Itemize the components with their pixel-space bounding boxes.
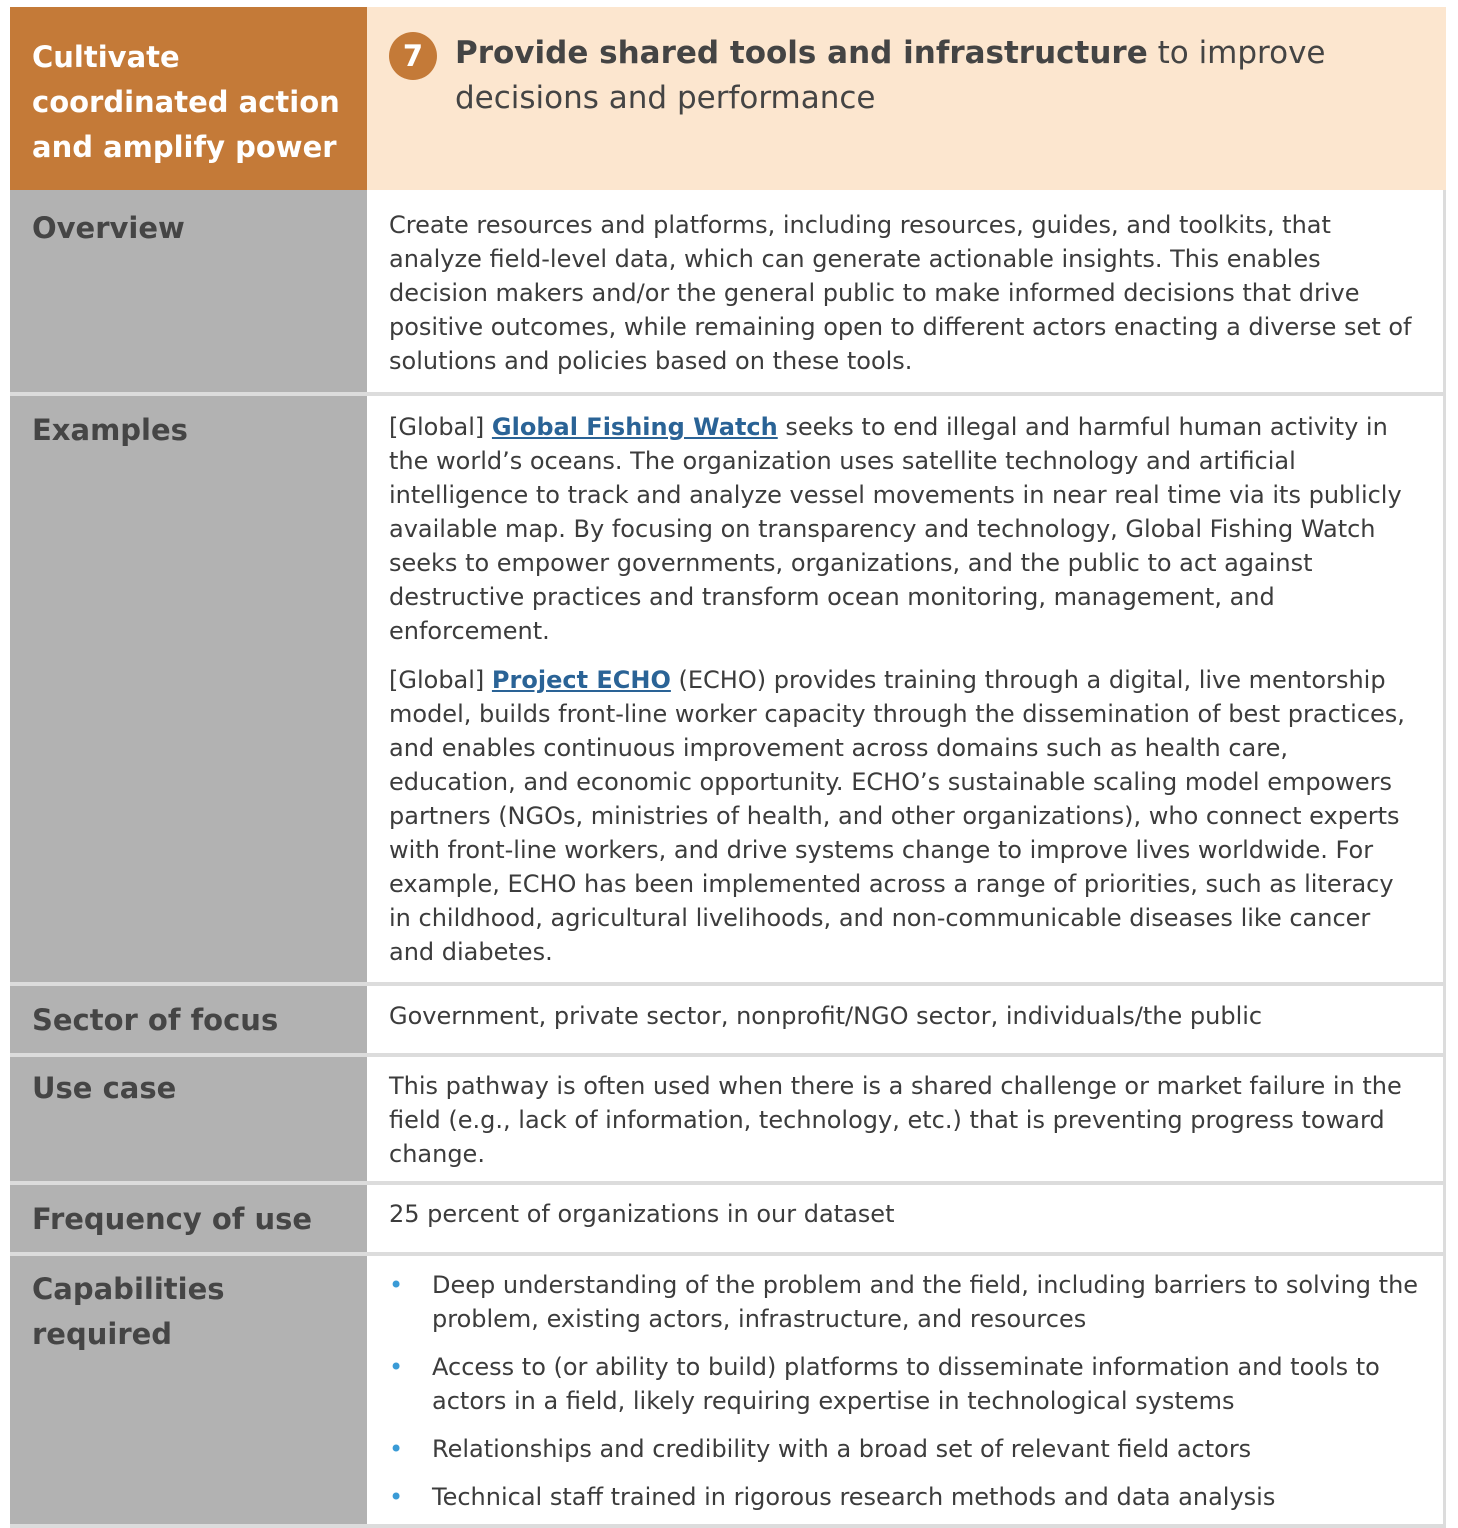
- capabilities-row: [10, 1256, 1446, 1528]
- pathway-title-rest: to improve decisions and performance: [455, 35, 1326, 116]
- example-region: [Global]: [389, 666, 492, 694]
- overview-text: Create resources and platforms, including resources, guides, and toolkits, that analyze field-level data, which can generate actionable insights. This enables decision makers and/or the general public to make informed decisions that drive positive outcomes, while remaining open to different actors enacting a diverse set of solutions and policies based on these tools.: [367, 190, 1446, 392]
- overview-label: Overview: [10, 190, 367, 392]
- example-item: [389, 410, 1419, 648]
- list-item: [389, 1480, 1419, 1514]
- use-case-row: [10, 1057, 1446, 1185]
- example-description: (ECHO) provides training through a digital, live mentorship model, builds front-line worker capacity through the dissemination of best practices, and enables continuous improvement across domains such as health care, education, and economic opportunity. ECHO’s sustainable scaling model empowers partners (NGOs, ministries of health, and other organizations), who connect experts with front-line workers, and drive systems change to improve lives worldwide. For example, ECHO has been implemented across a range of priorities, such as literacy in childhood, agricultural livelihoods, and non-communicable diseases like cancer and diabetes.: [389, 666, 1405, 966]
- bullet-icon: •: [389, 1353, 404, 1381]
- bullet-icon: •: [389, 1435, 404, 1463]
- frequency-label: Frequency of use: [10, 1185, 367, 1252]
- list-item: [389, 1268, 1419, 1336]
- capability-text: Deep understanding of the problem and the field, including barriers to solving the problem, existing actors, infrastructure, and resources: [432, 1271, 1419, 1333]
- frequency-text: 25 percent of organizations in our dataset: [367, 1185, 1446, 1252]
- sector-row: [10, 986, 1446, 1057]
- example-item: [389, 663, 1419, 969]
- sector-label: Sector of focus: [10, 986, 367, 1053]
- list-item: [389, 1350, 1419, 1418]
- pathway-header: [367, 7, 1446, 190]
- project-echo-link[interactable]: Project ECHO: [491, 666, 671, 694]
- bullet-icon: •: [389, 1483, 404, 1511]
- capability-text: Technical staff trained in rigorous research methods and data analysis: [432, 1483, 1276, 1511]
- bullet-icon: •: [389, 1271, 404, 1299]
- category-label: Cultivate coordinated action and amplify power: [10, 7, 367, 190]
- sector-text: Government, private sector, nonprofit/NGO sector, individuals/the public: [367, 986, 1446, 1053]
- capabilities-content: [367, 1256, 1446, 1524]
- list-item: [389, 1432, 1419, 1466]
- example-description: seeks to end illegal and harmful human activity in the world’s oceans. The organization uses satellite technology and artificial intelligence to track and analyze vessel movements in near real time via its publicly available map. By focusing on transparency and technology, Global Fishing Watch seeks to empower governments, organizations, and the public to act against destructive practices and transform ocean monitoring, management, and enforcement.: [389, 413, 1402, 645]
- pathway-title: [455, 31, 1426, 121]
- examples-row: [10, 396, 1446, 986]
- capability-text: Access to (or ability to build) platforms to disseminate information and tools to actors in a field, likely requiring expertise in technological systems: [432, 1353, 1380, 1415]
- table-header-row: [10, 7, 1446, 190]
- capabilities-label: Capabilities required: [10, 1256, 367, 1524]
- pathway-number-badge: 7: [389, 32, 437, 80]
- use-case-text: This pathway is often used when there is a shared challenge or market failure in the field (e.g., lack of information, technology, etc.) that is preventing progress toward change.: [367, 1057, 1446, 1181]
- frequency-row: [10, 1185, 1446, 1256]
- example-region: [Global]: [389, 413, 492, 441]
- capability-text: Relationships and credibility with a broad set of relevant field actors: [432, 1435, 1252, 1463]
- overview-row: [10, 190, 1446, 396]
- pathway-table: [10, 7, 1446, 1528]
- global-fishing-watch-link[interactable]: Global Fishing Watch: [491, 413, 778, 441]
- examples-label: Examples: [10, 396, 367, 982]
- use-case-label: Use case: [10, 1057, 367, 1181]
- capabilities-list: [389, 1268, 1419, 1514]
- pathway-title-bold: Provide shared tools and infrastructure: [455, 35, 1148, 71]
- examples-content: [367, 396, 1446, 982]
